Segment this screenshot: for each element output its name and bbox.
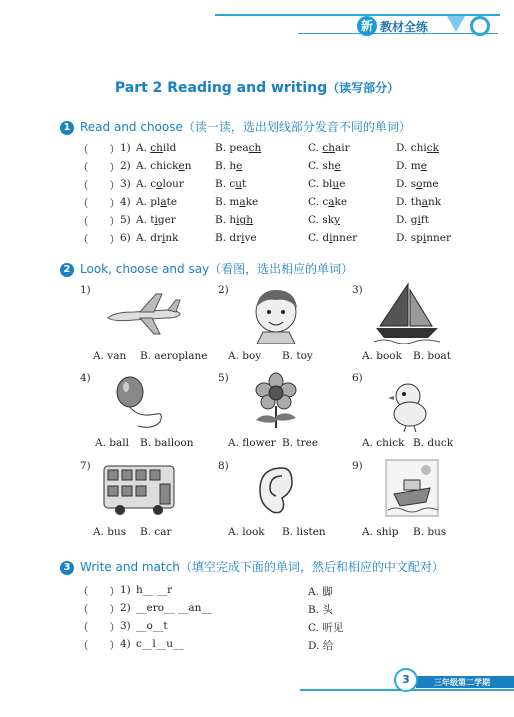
match-option: B. 头: [308, 604, 333, 616]
item-number: 7): [80, 460, 91, 472]
bus-icon: [100, 462, 178, 518]
answer-paren[interactable]: （ ）: [78, 586, 120, 598]
answer-paren[interactable]: （ ）: [78, 640, 120, 652]
option-b: B. he: [215, 160, 243, 172]
option-b: B. bus: [413, 526, 447, 538]
section1-heading: [60, 118, 411, 135]
option-a: A. boy: [228, 350, 262, 362]
header-title: 教材全练: [380, 20, 429, 34]
row-number: 1): [120, 142, 131, 154]
option-a: A. look: [228, 526, 265, 538]
section3-number: 3: [60, 561, 74, 575]
word-blank[interactable]: __o__t: [136, 620, 168, 632]
item-number: 6): [352, 372, 363, 384]
section2-number: 2: [60, 263, 74, 277]
row-number: 1): [120, 584, 131, 596]
s3-row: [78, 584, 478, 600]
footer-label: 三年级第二学期: [434, 678, 490, 687]
option-a: A. book: [362, 350, 402, 362]
option-b: B. drive: [215, 232, 257, 244]
s1-row: [78, 196, 478, 212]
s3-row: [78, 620, 478, 636]
word-blank[interactable]: c__l__u__: [136, 638, 184, 650]
header-badge: 新: [357, 16, 377, 36]
option-b: B. cut: [215, 178, 247, 190]
option-b: B. high: [215, 214, 253, 226]
match-option: C. 听见: [308, 622, 344, 634]
row-number: 4): [120, 196, 131, 208]
option-a: A. plate: [136, 196, 178, 208]
option-c: C. she: [308, 160, 341, 172]
answer-paren[interactable]: （ ）: [78, 604, 120, 616]
answer-paren[interactable]: （ ）: [78, 162, 120, 174]
boy-icon: [245, 284, 307, 344]
flower-icon: [246, 372, 306, 432]
s1-row: [78, 178, 478, 194]
option-a: A. tiger: [136, 214, 176, 226]
section3-title: Write and match（填空完成下面的单词，然后和相应的中文配对）: [80, 560, 444, 574]
option-a: A. van: [93, 350, 127, 362]
chick-icon: [380, 376, 436, 432]
option-b: B. balloon: [140, 437, 194, 449]
option-a: A. drink: [136, 232, 179, 244]
section1-title: Read and choose（读一读，选出划线部分发音不同的单词）: [80, 120, 411, 134]
option-a: A. bus: [93, 526, 127, 538]
option-a: A. ship: [362, 526, 399, 538]
boat-icon: [372, 280, 442, 344]
option-b: B. car: [140, 526, 172, 538]
option-b: B. toy: [282, 350, 313, 362]
row-number: 2): [120, 602, 131, 614]
answer-paren[interactable]: （ ）: [78, 216, 120, 228]
section2-heading: [60, 260, 353, 277]
row-number: 5): [120, 214, 131, 226]
row-number: 3): [120, 620, 131, 632]
section1-number: 1: [60, 121, 74, 135]
answer-paren[interactable]: （ ）: [78, 622, 120, 634]
answer-paren[interactable]: （ ）: [78, 234, 120, 246]
option-a: A. chicken: [136, 160, 192, 172]
option-b: B. aeroplane: [140, 350, 208, 362]
option-d: D. me: [396, 160, 427, 172]
option-d: D. chick: [396, 142, 439, 154]
option-d: D. thank: [396, 196, 442, 208]
option-a: A. chick: [362, 437, 405, 449]
item-number: 9): [352, 460, 363, 472]
s1-row: [78, 232, 478, 248]
s1-row: [78, 214, 478, 230]
option-d: D. gift: [396, 214, 429, 226]
s3-row: [78, 602, 478, 618]
row-number: 2): [120, 160, 131, 172]
answer-paren[interactable]: （ ）: [78, 198, 120, 210]
s3-row: [78, 638, 478, 654]
s1-row: [78, 160, 478, 176]
option-b: B. listen: [282, 526, 326, 538]
option-a: A. flower: [228, 437, 276, 449]
word-blank[interactable]: __ero__ __an__: [136, 602, 212, 614]
row-number: 6): [120, 232, 131, 244]
option-c: C. chair: [308, 142, 350, 154]
part-title: [0, 79, 514, 96]
option-b: B. make: [215, 196, 259, 208]
option-c: C. blue: [308, 178, 346, 190]
header-ring-icon: [470, 16, 490, 36]
row-number: 4): [120, 638, 131, 650]
option-a: A. colour: [136, 178, 184, 190]
s1-row: [78, 142, 478, 158]
option-b: B. duck: [413, 437, 454, 449]
option-b: B. tree: [282, 437, 319, 449]
item-number: 2): [218, 284, 229, 296]
option-a: A. ball: [95, 437, 129, 449]
aeroplane-icon: [104, 288, 184, 340]
option-b: B. boat: [413, 350, 451, 362]
balloon-icon: [108, 374, 168, 432]
option-a: A. child: [136, 142, 177, 154]
option-c: C. sky: [308, 214, 341, 226]
option-d: D. spinner: [396, 232, 451, 244]
item-number: 4): [80, 372, 91, 384]
ear-icon: [252, 464, 302, 518]
section3-heading: [60, 558, 444, 575]
match-option: D. 给: [308, 640, 334, 652]
option-d: D. some: [396, 178, 439, 190]
answer-paren[interactable]: （ ）: [78, 180, 120, 192]
section2-title: Look, choose and say（看图，选出相应的单词）: [80, 262, 354, 276]
word-blank[interactable]: h__ __r: [136, 584, 173, 596]
ship-icon: [384, 458, 440, 518]
option-c: C. cake: [308, 196, 348, 208]
item-number: 5): [218, 372, 229, 384]
header-triangle-icon: [447, 16, 465, 32]
row-number: 3): [120, 178, 131, 190]
part-title-en: Part 2 Reading and writing: [114, 80, 328, 96]
item-number: 3): [352, 284, 363, 296]
part-title-cn: （读写部分）: [327, 81, 400, 95]
item-number: 8): [218, 460, 229, 472]
match-option: A. 脚: [308, 586, 333, 598]
item-number: 1): [80, 284, 91, 296]
answer-paren[interactable]: （ ）: [78, 144, 120, 156]
option-c: C. dinner: [308, 232, 358, 244]
page-number: 3: [394, 668, 418, 692]
option-b: B. peach: [215, 142, 262, 154]
